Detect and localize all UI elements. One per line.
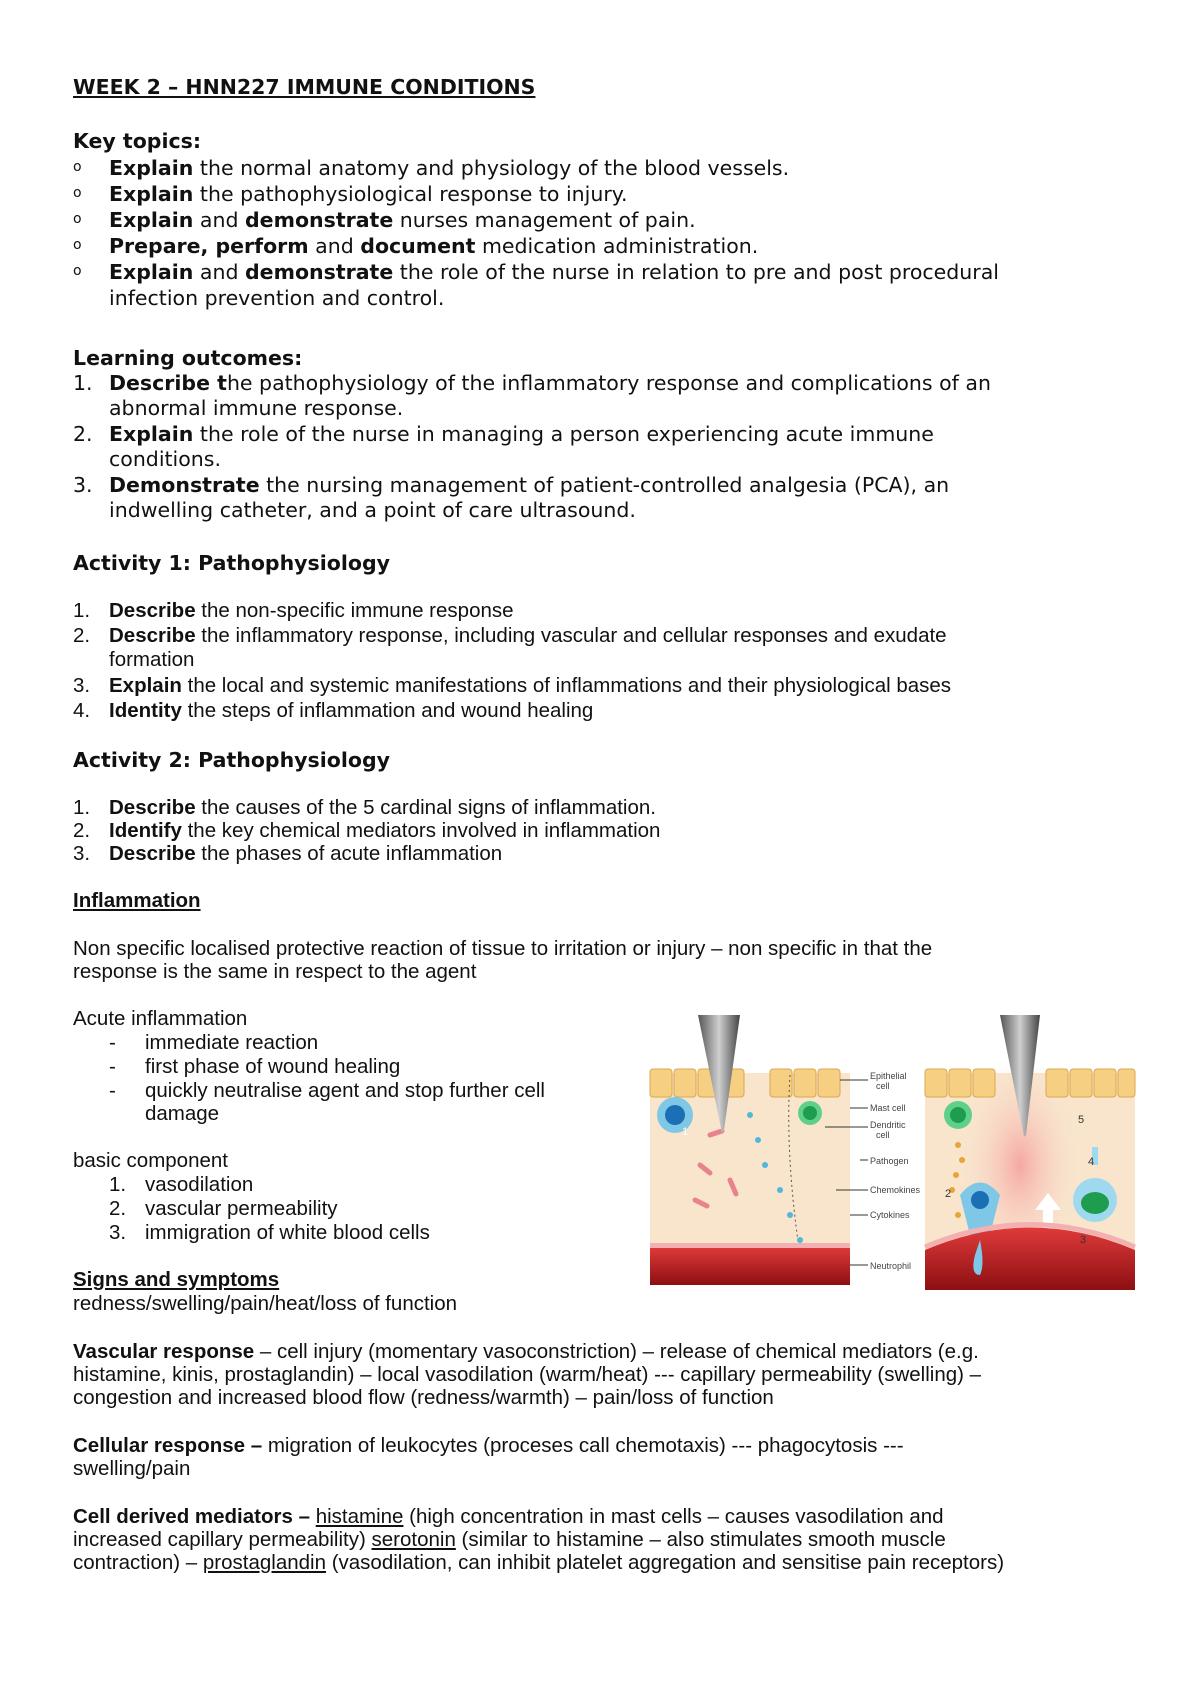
list-item [73, 598, 1143, 622]
item-number: 3. [73, 674, 91, 697]
verb: Identify [109, 819, 182, 842]
item-text: the local and systemic manifestations of inflammations and their physiological bases [181, 674, 952, 697]
item-number: 3. [73, 842, 91, 865]
verb: demonstrate [245, 208, 394, 232]
paragraph-text: swelling/pain [73, 1457, 191, 1480]
bullet: o [73, 185, 82, 201]
inflammation-definition-line1: Non specific localised protective reaction of tissue to irritation or injury – non specific in that the [73, 937, 933, 960]
item-text: medication administration. [475, 234, 759, 258]
paragraph-text: contraction) – [73, 1551, 203, 1574]
marker-5: 5 [1078, 1114, 1085, 1126]
item-text: the normal anatomy and physiology of the blood vessels. [193, 156, 790, 180]
legend-label-line: Dendritic [870, 1120, 906, 1130]
verb: Identity [109, 699, 182, 722]
learning-outcomes-heading: Learning outcomes: [73, 346, 303, 370]
verb: demonstrate [245, 260, 394, 284]
verb: document [360, 234, 476, 258]
item-text: quickly neutralise agent and stop further cell [145, 1079, 545, 1102]
verb: Describe t [109, 371, 227, 395]
item-continuation: conditions. [109, 447, 221, 471]
paragraph-text: (similar to histamine – also stimulates smooth muscle [455, 1528, 946, 1551]
term: Cellular response – [73, 1434, 263, 1457]
item-number: 3. [73, 473, 93, 497]
item-number: 1. [73, 796, 91, 819]
page-title: WEEK 2 – HNN227 IMMUNE CONDITIONS [73, 75, 536, 99]
verb: Describe [109, 624, 196, 647]
list-item [73, 795, 1143, 819]
item-number: 2. [73, 819, 91, 842]
verb: Describe [109, 599, 196, 622]
panel-before [650, 1015, 850, 1285]
signs-symptoms-heading: Signs and symptoms [73, 1268, 280, 1291]
verb: Explain [109, 674, 182, 697]
item-text: vasodilation [145, 1173, 254, 1196]
list-item [73, 623, 1143, 671]
activity1-heading: Activity 1: Pathophysiology [73, 551, 391, 575]
legend-label-line: Mast cell [870, 1103, 906, 1113]
list-item [73, 259, 1143, 311]
list-item [73, 207, 1143, 233]
acute-inflammation-heading: Acute inflammation [73, 1007, 248, 1030]
blood-vessel-right [925, 1225, 1135, 1291]
panel-after [925, 1015, 1135, 1290]
legend-label-line: Neutrophil [870, 1261, 912, 1271]
item-text: vascular permeability [145, 1197, 338, 1220]
list-item [73, 155, 1143, 181]
item-text: and [308, 234, 361, 258]
list-item [73, 233, 1143, 259]
legend-label-line: Chemokines [870, 1185, 921, 1195]
verb: Explain [109, 260, 194, 284]
bullet: o [73, 159, 82, 175]
paragraph-text: migration of leukocytes (proceses call chemotaxis) --- phagocytosis --- [262, 1434, 904, 1457]
item-number: 1. [73, 371, 93, 395]
item-text: the steps of inflammation and wound healing [181, 699, 594, 722]
term: Cell derived mediators – [73, 1505, 310, 1528]
paragraph-text: (high concentration in mast cells – causes vasodilation and [403, 1505, 944, 1528]
term-histamine: histamine [315, 1505, 404, 1528]
verb: Describe [109, 796, 196, 819]
bullet: o [73, 263, 82, 279]
list-item [73, 841, 1143, 865]
list-item [73, 370, 1143, 422]
item-text: immigration of white blood cells [145, 1221, 430, 1244]
item-text: the pathophysiological response to injury. [193, 182, 628, 206]
verb: Explain [109, 422, 194, 446]
item-number: 1. [73, 599, 91, 622]
inflammation-heading: Inflammation [73, 889, 201, 912]
item-text: nurses management of pain. [393, 208, 696, 232]
inflammation-definition-line2: response is the same in respect to the agent [73, 960, 477, 983]
term-serotonin: serotonin [371, 1528, 456, 1551]
item-text: the role of the nurse in managing a person experiencing acute immune [193, 422, 934, 446]
item-number: 1. [109, 1173, 127, 1196]
bullet: o [73, 237, 82, 253]
item-number: 2. [73, 624, 91, 647]
legend-mast-cell [850, 1103, 906, 1113]
verb: Prepare, perform [109, 234, 309, 258]
activity2-heading: Activity 2: Pathophysiology [73, 748, 391, 772]
list-item [73, 673, 1143, 697]
item-text: immediate reaction [145, 1031, 319, 1054]
verb: Describe [109, 842, 196, 865]
inflammation-figure [640, 1015, 1150, 1295]
paragraph-text: congestion and increased blood flow (redness/warmth) – pain/loss of function [73, 1386, 774, 1409]
legend-label-line: Pathogen [870, 1156, 909, 1166]
list-item [73, 421, 1143, 473]
item-continuation: damage [145, 1102, 220, 1125]
item-number: 4. [73, 699, 91, 722]
legend-neutrophil [850, 1261, 911, 1271]
item-text: he pathophysiology of the inflammatory response and complications of an [226, 371, 991, 395]
paragraph-text: – cell injury (momentary vasoconstriction) – release of chemical mediators (e.g. [254, 1340, 979, 1363]
legend-pathogen [860, 1156, 909, 1166]
item-text: the nursing management of patient-controlled analgesia (PCA), an [259, 473, 950, 497]
marker-2: 2 [945, 1188, 952, 1200]
paragraph-text: increased capillary permeability) [73, 1528, 372, 1551]
item-text: the phases of acute inflammation [195, 842, 503, 865]
marker-4: 4 [1088, 1156, 1095, 1168]
verb: Explain [109, 156, 194, 180]
basic-component-heading: basic component [73, 1149, 228, 1172]
blood-vessel-left [650, 1243, 850, 1285]
legend-label-line: cell [876, 1081, 890, 1091]
legend-label-line: Epithelial [870, 1071, 907, 1081]
legend-label-line: Cytokines [870, 1210, 910, 1220]
list-item [73, 698, 1143, 722]
item-text: the inflammatory response, including vascular and cellular responses and exudate [195, 624, 947, 647]
verb: Explain [109, 182, 194, 206]
item-number: 3. [109, 1221, 127, 1244]
list-item [73, 818, 1143, 842]
legend-label-line: cell [876, 1130, 890, 1140]
verb: Demonstrate [109, 473, 260, 497]
legend-cytokines [850, 1210, 910, 1220]
item-continuation: infection prevention and control. [109, 286, 445, 310]
list-item [73, 472, 1143, 524]
key-topics-heading: Key topics: [73, 129, 202, 153]
item-continuation: formation [109, 648, 195, 671]
item-text: and [193, 260, 245, 284]
signs-symptoms-text: redness/swelling/pain/heat/loss of function [73, 1292, 458, 1315]
item-text: and [193, 208, 245, 232]
item-text: the non-specific immune response [195, 599, 514, 622]
list-item [73, 181, 1143, 207]
item-continuation: abnormal immune response. [109, 396, 404, 420]
item-number: 2. [109, 1197, 127, 1220]
paragraph-text: histamine, kinis, prostaglandin) – local vasodilation (warm/heat) --- capillary permeability (swelling) – [73, 1363, 982, 1386]
item-text: first phase of wound healing [145, 1055, 401, 1078]
verb: Explain [109, 208, 194, 232]
item-text: the causes of the 5 cardinal signs of inflammation. [195, 796, 656, 819]
bullet: o [73, 211, 82, 227]
marker-1: 1 [682, 1126, 689, 1138]
item-text: the role of the nurse in relation to pre and post procedural [393, 260, 999, 284]
term: Vascular response [73, 1340, 255, 1363]
item-number: 2. [73, 422, 93, 446]
term-prostaglandin: prostaglandin [202, 1551, 326, 1574]
marker-3: 3 [1080, 1234, 1087, 1246]
paragraph-text: (vasodilation, can inhibit platelet aggregation and sensitise pain receptors) [326, 1551, 1005, 1574]
item-text: the key chemical mediators involved in inflammation [181, 819, 661, 842]
item-continuation: indwelling catheter, and a point of care ultrasound. [109, 498, 636, 522]
